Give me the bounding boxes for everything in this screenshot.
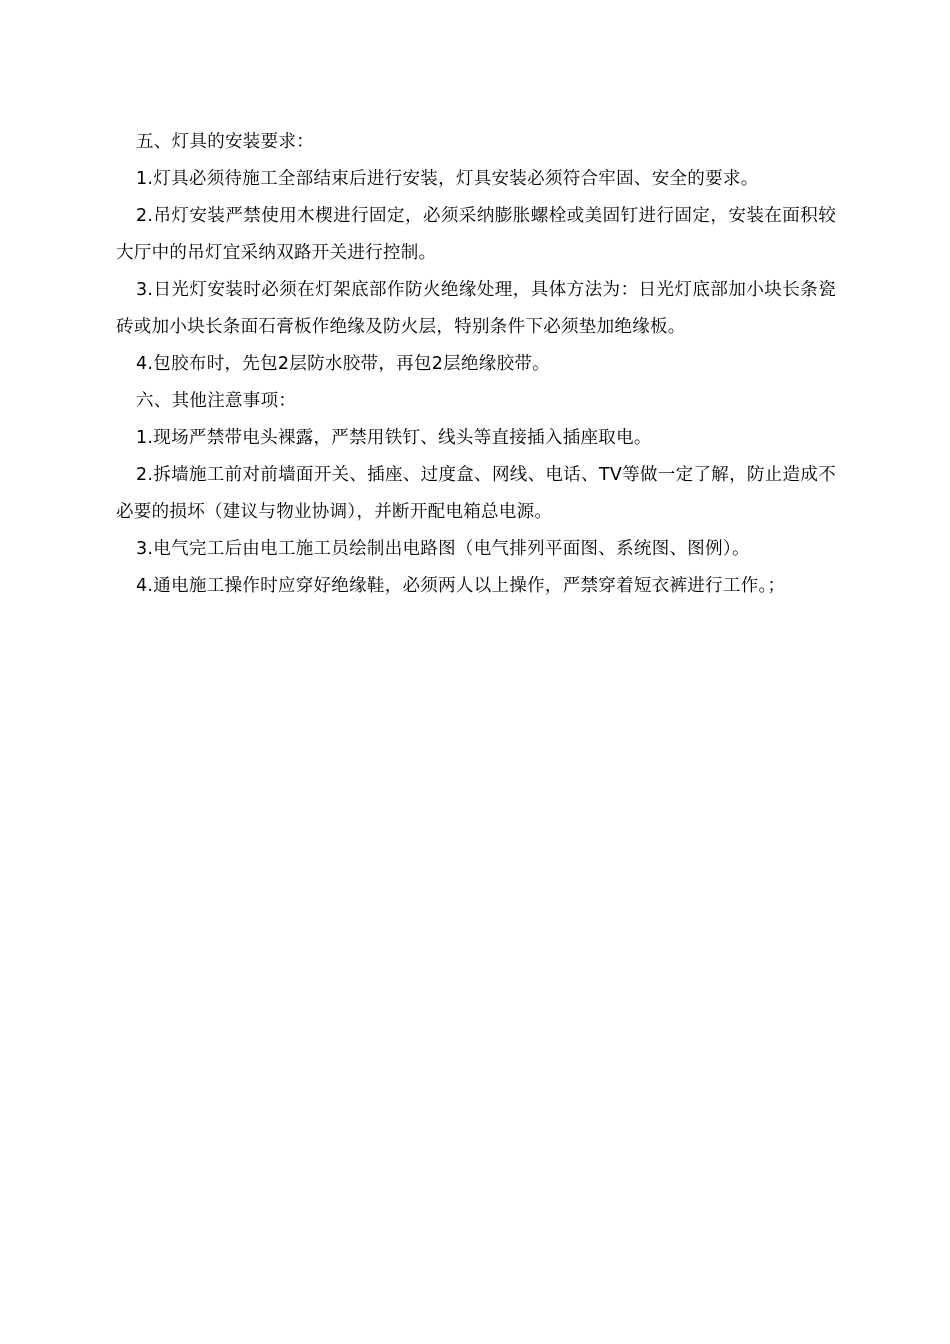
notes-item-1: 1.现场严禁带电头裸露，严禁用铁钉、线头等直接插入插座取电。 (136, 428, 652, 448)
notes-item-3: 3.电气完工后由电工施工员绘制出电路图（电气排列平面图、系统图、图例）。 (136, 539, 750, 559)
lighting-item-1: 1.灯具必须待施工全部结束后进行安装，灯具安装必须符合牢固、安全的要求。 (136, 169, 759, 189)
notes-item-4: 4.通电施工操作时应穿好绝缘鞋，必须两人以上操作，严禁穿着短衣裤进行工作。； (136, 576, 786, 596)
lighting-item-4: 4.包胶布时，先包2层防水胶带，再包2层绝缘胶带。 (136, 354, 550, 374)
document-body (116, 124, 836, 605)
section-heading-other-notes: 六、其他注意事项： (136, 391, 297, 411)
notes-item-2: 2.拆墙施工前对前墙面开关、插座、过度盒、网线、电话、TV等做一定了解，防止造成不必要的损坏（建议与物业协调），并断开配电箱总电源。 (116, 465, 836, 522)
lighting-item-3: 3.日光灯安装时必须在灯架底部作防火绝缘处理，具体方法为：日光灯底部加小块长条瓷砖或加小块长条面石膏板作绝缘及防火层，特别条件下必须垫加绝缘板。 (116, 280, 836, 337)
section-heading-lighting: 五、灯具的安装要求： (136, 132, 314, 152)
lighting-item-2: 2.吊灯安装严禁使用木楔进行固定，必须采纳膨胀螺栓或美固钉进行固定，安装在面积较大厅中的吊灯宜采纳双路开关进行控制。 (116, 206, 836, 263)
